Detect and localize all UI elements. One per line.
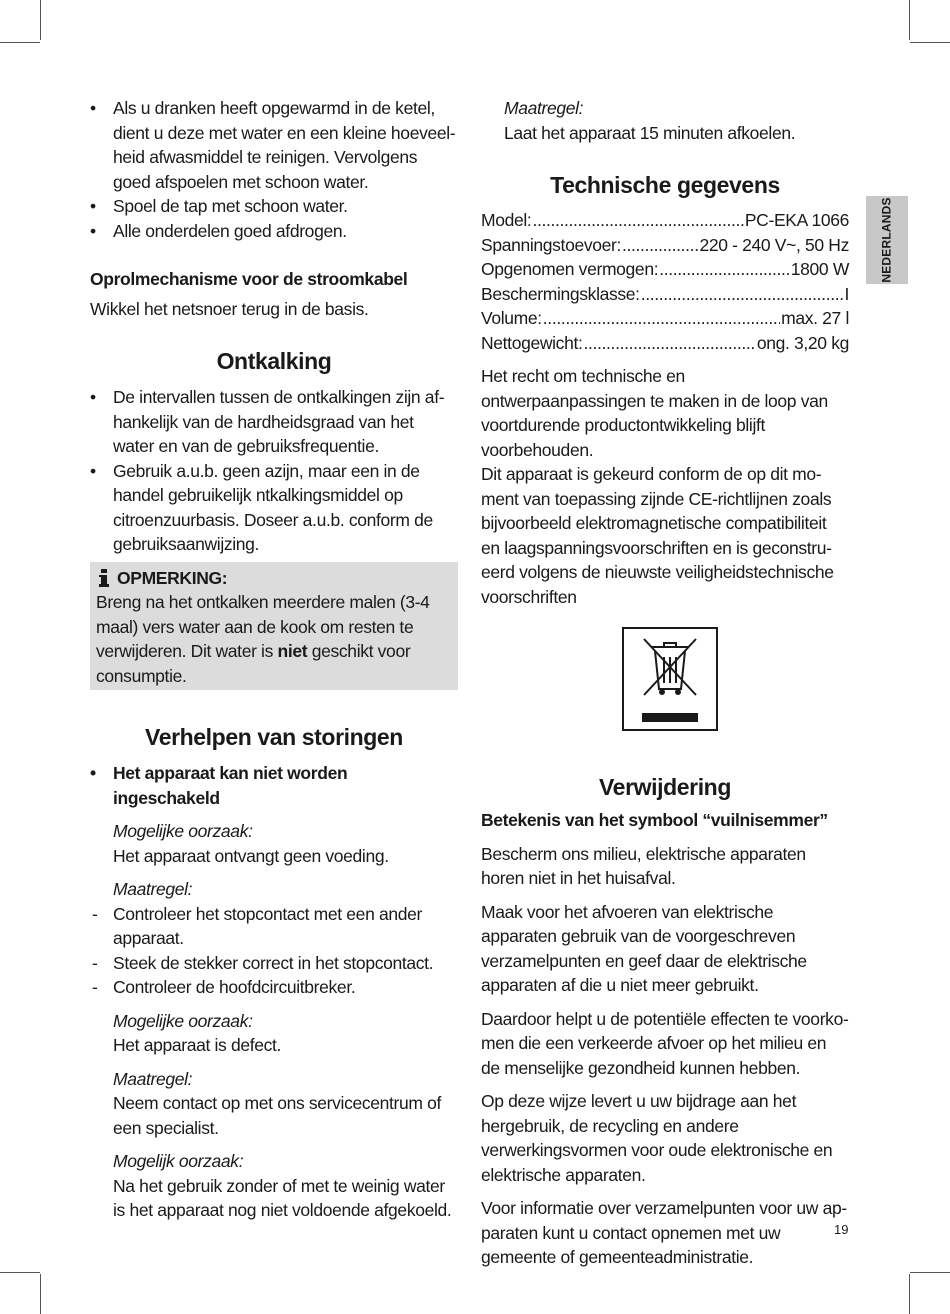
note-text-part: geschikt voor consumptie. (96, 641, 411, 686)
spec-row (481, 233, 849, 258)
cause-text: Na het gebruik zonder of met te weinig water is het apparaat nog niet voldoende afgekoeld. (113, 1175, 452, 1220)
crop-mark (910, 1272, 950, 1273)
leader-dots (532, 208, 743, 233)
ce-text: Dit apparaat is gekeurd conform de op dit moment van toepassing zijnde CE-richtlijnen zoals bijvoorbeeld elektromagnetische compatibiliteit en laagspanningsvoorschriften en is geconstrueerd volgens de nieuwste veiligheidstechnische voorschriften (481, 464, 834, 607)
problem-item: • Het apparaat kan niet worden ingeschakeld (90, 761, 458, 810)
measure-text: Laat het apparaat 15 minuten afkoelen. (504, 122, 796, 143)
crop-mark (0, 1272, 40, 1273)
problem-list (90, 761, 458, 810)
disposal-paragraph: Daardoor helpt u de potentiële effecten te voorkomen die een verkeerde afvoer op het milieu en de menselijke gezondheid kunnen hebben. (481, 1008, 849, 1078)
measure-label: Maatregel: (113, 879, 193, 899)
descaling-heading: Ontkalking (216, 348, 332, 374)
language-tab (866, 196, 908, 284)
crop-mark (40, 0, 41, 40)
list-item: • Gebruik a.u.b. geen azijn, maar een in de handel gebruikelijk ntkalkingsmiddel op citroenzuurbasis. Doseer a.u.b. conform de gebruiksaanwijzing. (90, 459, 458, 557)
troubleshooting-heading: Verhelpen van storingen (145, 724, 403, 750)
tech-heading: Technische gegevens (550, 172, 780, 198)
crop-mark (0, 42, 40, 43)
list-item: - Controleer de hoofdcircuitbreker. (90, 975, 458, 1000)
measure-label: Maatregel: (113, 1068, 193, 1089)
crop-mark (909, 1274, 910, 1314)
list-item: - Steek de stekker correct in het stopcontact. (90, 951, 458, 976)
disposal-paragraph: Op deze wijze levert u uw bijdrage aan het hergebruik, de recycling en andere verwerkingsvormen voor oude elektronische en elektrische apparaten. (481, 1091, 833, 1185)
spec-value: 1800 W (790, 259, 849, 279)
disposal-heading: Verwijdering (599, 774, 731, 800)
descaling-list (90, 385, 458, 557)
cause-text: Het apparaat ontvangt geen voeding. (113, 845, 389, 866)
measure-text: Neem contact op met ons servicecentrum of een specialist. (113, 1093, 442, 1138)
rights-text: Het recht om technische en ontwerpaanpassingen te maken in de loop van voortdurende productontwikkeling blijft voorbehouden. (481, 366, 828, 460)
note-header (96, 566, 452, 591)
spec-label: Opgenomen vermogen: (481, 259, 659, 279)
cord-heading: Oprolmechanisme voor de stroomkabel (90, 269, 408, 289)
spec-value: 220 - 240 V~, 50 Hz (699, 234, 849, 255)
cord-text: Wikkel het netsnoer terug in de basis. (90, 298, 369, 319)
measure-list (90, 902, 458, 1000)
list-item: • Alle onderdelen goed afdrogen. (90, 219, 458, 244)
spec-value: I (844, 283, 849, 304)
symbol-heading: Betekenis van het symbool “vuilnisemmer” (481, 810, 828, 830)
note-box (90, 562, 458, 691)
spec-row (481, 257, 849, 282)
troubleshooting-detail (90, 1009, 458, 1223)
page-number: 19 (834, 1222, 849, 1237)
cause-label: Mogelijke oorzaak: (113, 821, 253, 841)
measure-block (481, 96, 849, 145)
note-text (96, 590, 452, 688)
leader-dots (659, 257, 790, 282)
list-item: • De intervallen tussen de ontkalkingen zijn afhankelijk van de hardheidsgraad van het water en van de gebruiksfrequentie. (90, 385, 458, 459)
leader-dots (543, 306, 780, 331)
measure-label: Maatregel: (504, 98, 584, 118)
note-label: OPMERKING: (117, 567, 228, 588)
crossed-bin-icon (624, 629, 716, 729)
list-item: - Controleer het stopcontact met een ander apparaat. (90, 902, 458, 951)
spec-row (481, 306, 849, 331)
spec-value: ong. 3,20 kg (756, 332, 849, 353)
cause-label: Mogelijke oorzaak: (113, 1010, 253, 1031)
spec-label: Volume: (481, 308, 542, 328)
spec-label: Model: (481, 210, 532, 230)
spec-row (481, 282, 849, 307)
disposal-paragraph: Bescherm ons milieu, elektrische apparaten horen niet in het huisafval. (481, 843, 806, 888)
disposal-paragraph: Voor informatie over verzamelpunten voor uw apparaten kunt u contact opnemen met uw gemeente of gemeenteadministratie. (481, 1198, 848, 1267)
cause-label: Mogelijk oorzaak: (113, 1151, 244, 1171)
crop-mark (40, 1274, 41, 1314)
spec-label: Nettogewicht: (481, 332, 583, 353)
left-column (90, 96, 458, 1223)
crop-mark (910, 42, 950, 43)
spec-label: Beschermingsklasse: (481, 283, 640, 304)
leader-dots (583, 331, 755, 356)
cause-text: Het apparaat is defect. (113, 1035, 282, 1055)
leader-dots (622, 233, 699, 258)
note-text-part: Breng na het ontkalken meerdere malen (3-4 maal) vers water aan de kook om resten te verwijderen. Dit water is (96, 592, 430, 661)
spec-value: max. 27 l (781, 308, 849, 328)
spec-value: PC-EKA 1066 (744, 210, 849, 230)
list-item: • Spoel de tap met schoon water. (90, 194, 458, 219)
cleaning-list (90, 96, 458, 243)
spec-row (481, 208, 849, 233)
spec-row (481, 331, 849, 356)
language-label: NEDERLANDS (880, 197, 894, 283)
info-icon (96, 569, 112, 587)
spec-label: Spanningstoevoer: (481, 234, 621, 255)
note-emphasis: niet (277, 641, 308, 661)
disposal-paragraph: Maak voor het afvoeren van elektrische apparaten gebruik van de voorgeschreven verzamelpunten en geef daar de elektrische apparaten af die u niet meer gebruikt. (481, 901, 807, 995)
spec-table (481, 208, 849, 355)
troubleshooting-detail (90, 819, 458, 902)
leader-dots (641, 282, 844, 307)
crop-mark (909, 0, 910, 40)
list-item: • Als u dranken heeft opgewarmd in de ketel, dient u deze met water en een kleine hoeveelheid afwasmiddel te reinigen. Vervolgens goed afspoelen met schoon water. (90, 96, 458, 194)
weee-symbol (622, 627, 718, 731)
